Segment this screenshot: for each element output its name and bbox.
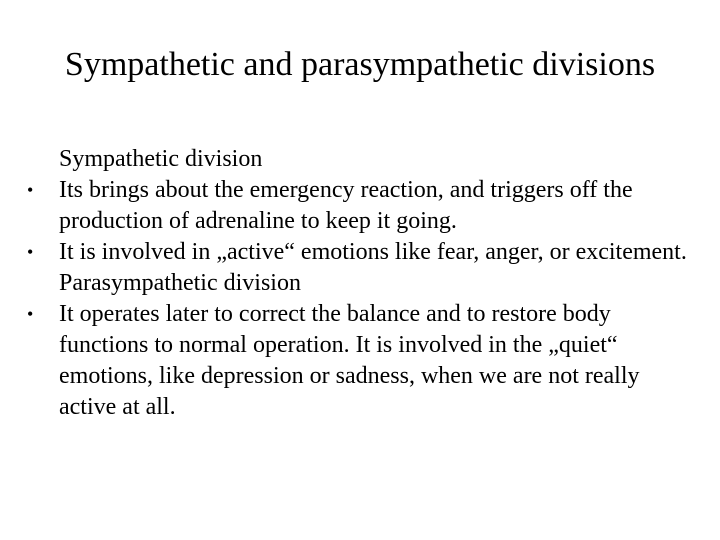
bullet-icon: •	[27, 242, 34, 262]
section-heading-sympathetic: Sympathetic division	[59, 146, 263, 172]
bullet-text: It is involved in „active“ emotions like fear, anger, or excitement.	[59, 239, 687, 265]
bullet-icon: •	[27, 304, 34, 324]
bullet-text: It operates later to correct the balance and to restore body functions to normal operation. It is involved in the „quiet“ emotions, like depression or sadness, when we are not really active at all.	[59, 301, 640, 420]
bullet-icon: •	[27, 180, 34, 200]
bullet-item	[27, 175, 697, 237]
bullet-text: Its brings about the emergency reaction, and triggers off the production of adrenaline to keep it going.	[59, 177, 633, 234]
bullet-item	[27, 237, 697, 268]
bullet-item	[27, 299, 697, 423]
slide-title: Sympathetic and parasympathetic divisions	[64, 46, 656, 83]
slide-body	[27, 144, 697, 423]
section-heading-parasympathetic: Parasympathetic division	[59, 270, 301, 296]
